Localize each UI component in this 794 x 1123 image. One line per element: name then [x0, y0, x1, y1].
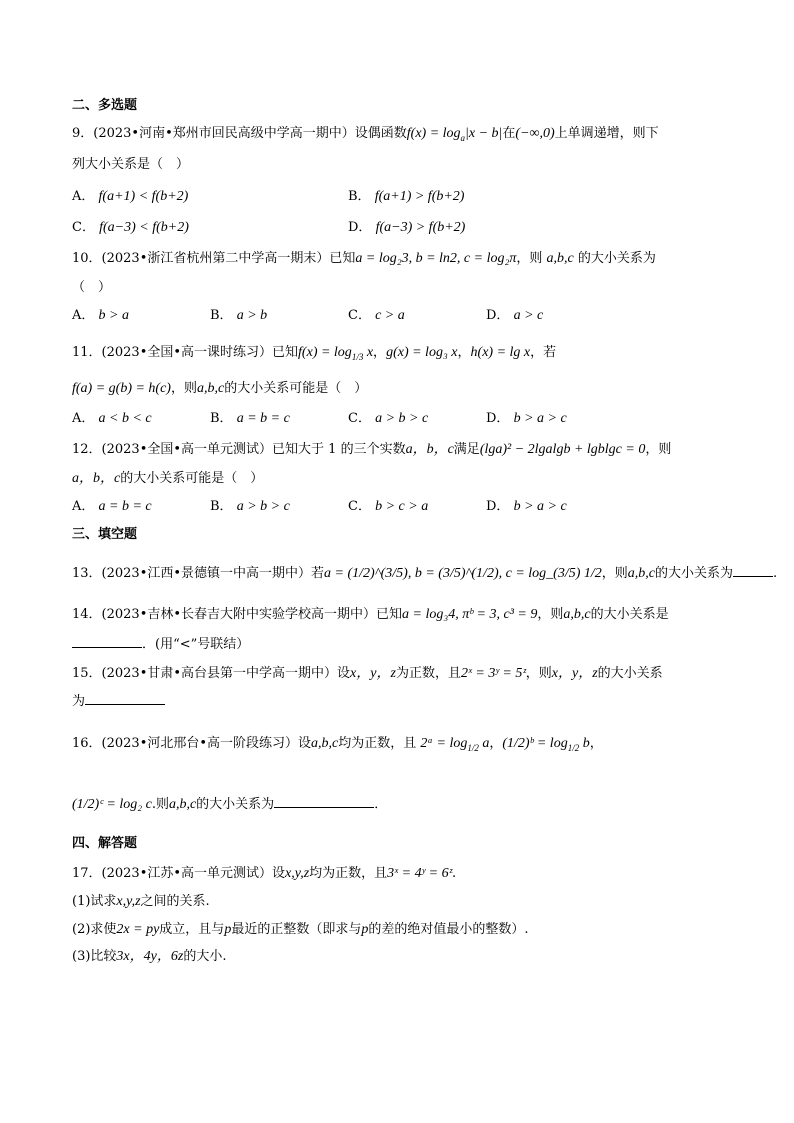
q9-option-b[interactable]: B． f(a+1) > f(b+2)	[348, 189, 465, 204]
q11-option-a[interactable]: A． a < b < c	[72, 411, 152, 426]
question-17-part-2: (2)求使2x = py成立，且与p最近的正整数（即求与p的差的绝对值最小的整数）.	[72, 922, 529, 937]
section-heading-solve: 四、解答题	[72, 836, 138, 851]
q14-answer-blank[interactable]	[72, 635, 142, 648]
question-12-stem: 12．(2023•全国•高一单元测试）已知大于 1 的三个实数a，b，c满足(lga)² − 2lgalgb + lgblgc = 0，则	[72, 442, 672, 457]
q9-option-d[interactable]: D． f(a−3) > f(b+2)	[348, 220, 466, 235]
q10-option-c[interactable]: C． c > a	[348, 308, 405, 323]
q16-answer-blank[interactable]	[274, 795, 374, 808]
q10-option-b[interactable]: B． a > b	[210, 308, 268, 323]
question-9-stem: 9．(2023•河南•郑州市回民高级中学高一期中）设偶函数$f(x) = \log_a|x - b|$在(−∞,0)上单调递增，则下	[72, 126, 659, 143]
q13-answer-blank[interactable]	[733, 564, 773, 577]
question-16-stem: 16．(2023•河北邢台•高一阶段练习）设a,b,c均为正数，且 2ᵃ = $\log_{1/2} a$，(1/2)ᵇ = $\log_{1/2} b$，	[72, 736, 603, 753]
question-10-stem-2: （ ）	[72, 280, 112, 295]
q12-option-a[interactable]: A． a = b = c	[72, 499, 152, 514]
q12-option-c[interactable]: C． b > c > a	[348, 499, 429, 514]
q11-option-d[interactable]: D． b > a > c	[486, 411, 567, 426]
q9-option-a[interactable]: A． f(a+1) < f(b+2)	[72, 189, 189, 204]
question-11-stem-2: f(a) = g(b) = h(c)，则a,b,c的大小关系可能是（ ）	[72, 381, 368, 396]
question-17-part-1: (1)试求x,y,z之间的关系.	[72, 894, 210, 909]
question-16-stem-2: (1/2)ᶜ = log₂ c.则a,b,c的大小关系为 ．	[72, 797, 388, 812]
question-13-stem: 13．(2023•江西•景德镇一中高一期中）若a = (1/2)^(3/5), b = (3/5)^(1/2), c = log_(3/5) 1/2，则a,b,c的大小关系为 .	[72, 566, 778, 581]
q15-answer-blank[interactable]	[85, 692, 165, 705]
question-11-stem: 11．(2023•全国•高一课时练习）已知$f(x) = \log_{1/3} x$，g(x) = log₃ x，h(x) = lg x，若	[72, 345, 557, 362]
section-heading-multi: 二、多选题	[72, 98, 138, 113]
question-12-stem-2: a，b，c的大小关系可能是（ ）	[72, 471, 264, 486]
question-17-stem: 17．(2023•江苏•高一单元测试）设x,y,z均为正数，且3ˣ = 4ʸ = 6ᶻ.	[72, 866, 457, 881]
q10-option-d[interactable]: D． a > c	[486, 308, 544, 323]
q12-option-d[interactable]: D． b > a > c	[486, 499, 567, 514]
question-15-stem-2: 为	[72, 692, 165, 711]
q9-function: $f(x) = \log_a|x - b|$	[406, 126, 503, 143]
q12-option-b[interactable]: B． a > b > c	[210, 499, 290, 514]
q9-option-c[interactable]: C． f(a−3) < f(b+2)	[72, 220, 189, 235]
q11-option-c[interactable]: C． a > b > c	[348, 411, 429, 426]
question-14-stem-2: ．(用“<”号联结）	[72, 635, 249, 654]
question-17-part-3: (3)比较3x，4y，6z的大小.	[72, 949, 227, 964]
question-14-stem: 14．(2023•吉林•长春吉大附中实验学校高一期中）已知a = log₃4, πᵇ = 3, c³ = 9，则a,b,c的大小关系是	[72, 607, 669, 622]
q11-option-b[interactable]: B． a = b = c	[210, 411, 290, 426]
question-10-stem: 10．(2023•浙江省杭州第二中学高一期末）已知a = log₂3, b = ln2, c = log₂π，则 a,b,c 的大小关系为	[72, 251, 656, 266]
question-9-stem-2: 列大小关系是（ ）	[72, 157, 190, 172]
section-heading-fill: 三、填空题	[72, 527, 138, 542]
q10-option-a[interactable]: A． b > a	[72, 308, 129, 323]
question-15-stem: 15．(2023•甘肃•高台县第一中学高一期中）设x，y，z为正数，且2ˣ = 3ʸ = 5ᶻ，则x，y，z的大小关系	[72, 666, 663, 681]
